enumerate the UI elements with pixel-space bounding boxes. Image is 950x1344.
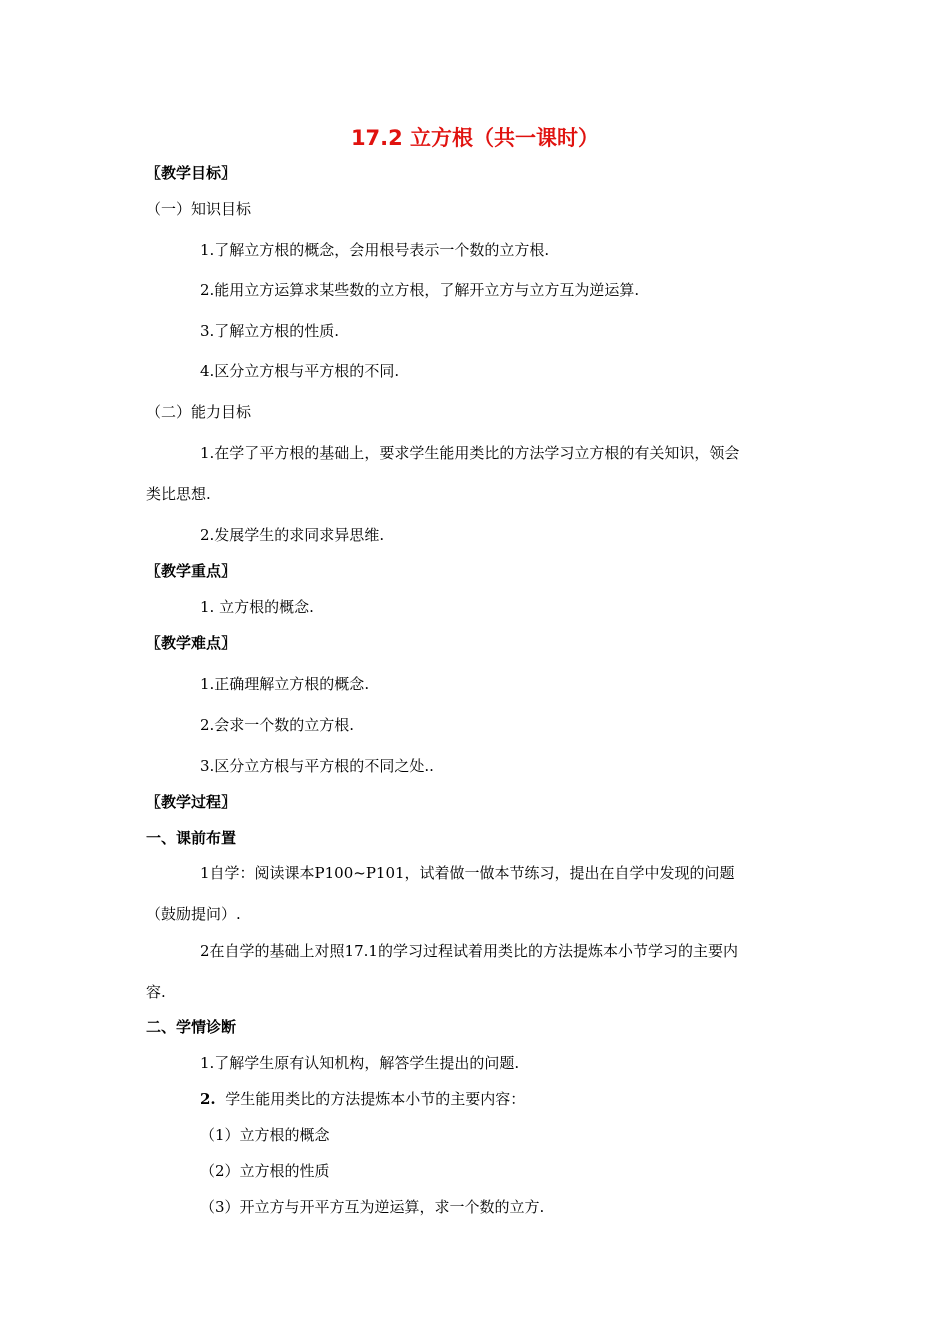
list-item [200,1089,525,1109]
list-item: 1. 立方根的概念. [200,598,314,616]
list-item: 3.了解立方根的性质. [200,322,340,340]
list-item: 2.发展学生的求同求异思维. [200,526,385,544]
list-item: 2.会求一个数的立方根. [200,716,355,734]
list-item: 4.区分立方根与平方根的不同. [200,362,400,380]
section-heading-goals: 〖教学目标〗 [146,164,237,182]
page-title: 17.2 立方根（共一课时） [350,126,600,150]
list-item: 1.正确理解立方根的概念. [200,675,370,693]
section-heading-key-points: 〖教学重点〗 [146,562,237,580]
list-item-continuation: 容. [146,983,166,1001]
list-item-continuation: （鼓励提问）. [146,905,241,923]
list-item: 1.了解立方根的概念，会用根号表示一个数的立方根. [200,241,550,259]
sub-list-item: （2）立方根的性质 [200,1162,330,1180]
list-item-continuation: 类比思想. [146,485,211,503]
list-item: 1.在学了平方根的基础上，要求学生能用类比的方法学习立方根的有关知识，领会 [200,444,740,462]
subheading-ability: （二）能力目标 [146,403,252,421]
list-item-number: 2. [200,1090,216,1108]
list-item: 1.了解学生原有认知机构，解答学生提出的问题. [200,1054,520,1072]
subsection-heading-preview: 一、课前布置 [146,829,237,847]
list-item-text: 学生能用类比的方法提炼本小节的主要内容： [225,1090,526,1108]
section-heading-difficult-points: 〖教学难点〗 [146,634,237,652]
list-item: 2在自学的基础上对照17.1的学习过程试着用类比的方法提炼本小节学习的主要内 [200,942,738,960]
sub-list-item: （3）开立方与开平方互为逆运算，求一个数的立方. [200,1198,545,1216]
sub-list-item: （1）立方根的概念 [200,1126,330,1144]
section-heading-process: 〖教学过程〗 [146,793,237,811]
list-item: 3.区分立方根与平方根的不同之处.. [200,757,434,775]
list-item: 1自学：阅读课本P100~P101，试着做一做本节练习，提出在自学中发现的问题 [200,864,735,882]
subsection-heading-diagnosis: 二、学情诊断 [146,1018,237,1036]
subheading-knowledge: （一）知识目标 [146,200,252,218]
list-item: 2.能用立方运算求某些数的立方根，了解开立方与立方互为逆运算. [200,281,640,299]
